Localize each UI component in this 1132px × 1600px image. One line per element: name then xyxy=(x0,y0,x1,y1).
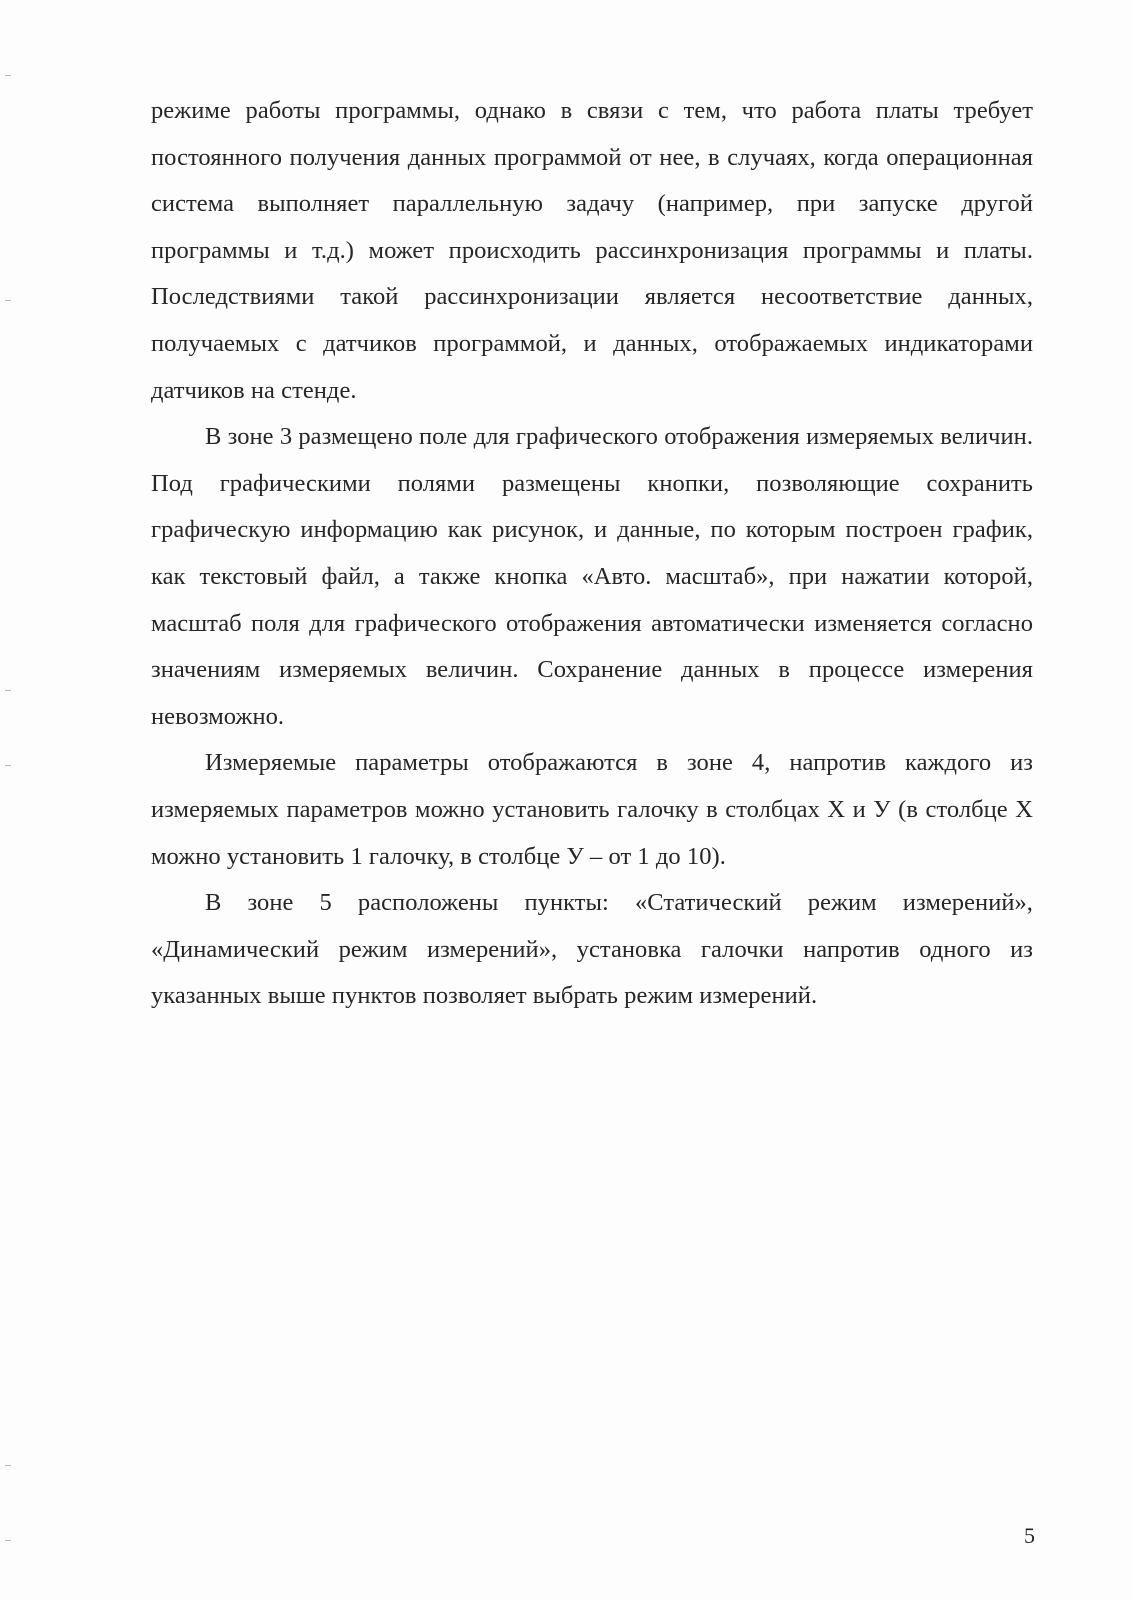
scan-mark xyxy=(5,75,11,76)
scan-mark xyxy=(5,690,11,691)
page-number: 5 xyxy=(1024,1523,1035,1548)
paragraph-3: Измеряемые параметры отображаются в зоне 4, напротив каждого из измеряемых параметров можно установить галочку в столбцах Х и У (в столбце Х можно установить 1 галочку, в столбце У – от 1 до 10). xyxy=(151,749,1033,870)
scan-mark xyxy=(5,1465,11,1466)
scan-mark xyxy=(5,765,11,766)
scan-mark xyxy=(5,300,11,301)
scan-mark xyxy=(5,1540,11,1541)
paragraph-4: В зоне 5 расположены пункты: «Статический режим измерений», «Динамический режим измерений», установка галочки напротив одного из указанных выше пунктов позволяет выбрать режим измерений. xyxy=(151,889,1033,1010)
paragraph-1: режиме работы программы, однако в связи с тем, что работа платы требует постоянного получения данных программой от нее, в случаях, когда операционная система выполняет параллельную задачу (например, при запуске другой программы и т.д.) может происходить рассинхронизация программы и платы. Последствиями такой рассинхронизации является несоответствие данных, получаемых с датчиков программой, и данных, отображаемых индикаторами датчиков на стенде. xyxy=(151,97,1033,404)
document-body xyxy=(151,88,1033,1020)
paragraph-2: В зоне 3 размещено поле для графического отображения измеряемых величин. Под графическими полями размещены кнопки, позволяющие сохранить графическую информацию как рисунок, и данные, по которым построен график, как текстовый файл, а также кнопка «Авто. масштаб», при нажатии которой, масштаб поля для графического отображения автоматически изменяется согласно значениям измеряемых величин. Сохранение данных в процессе измерения невозможно. xyxy=(151,423,1033,730)
